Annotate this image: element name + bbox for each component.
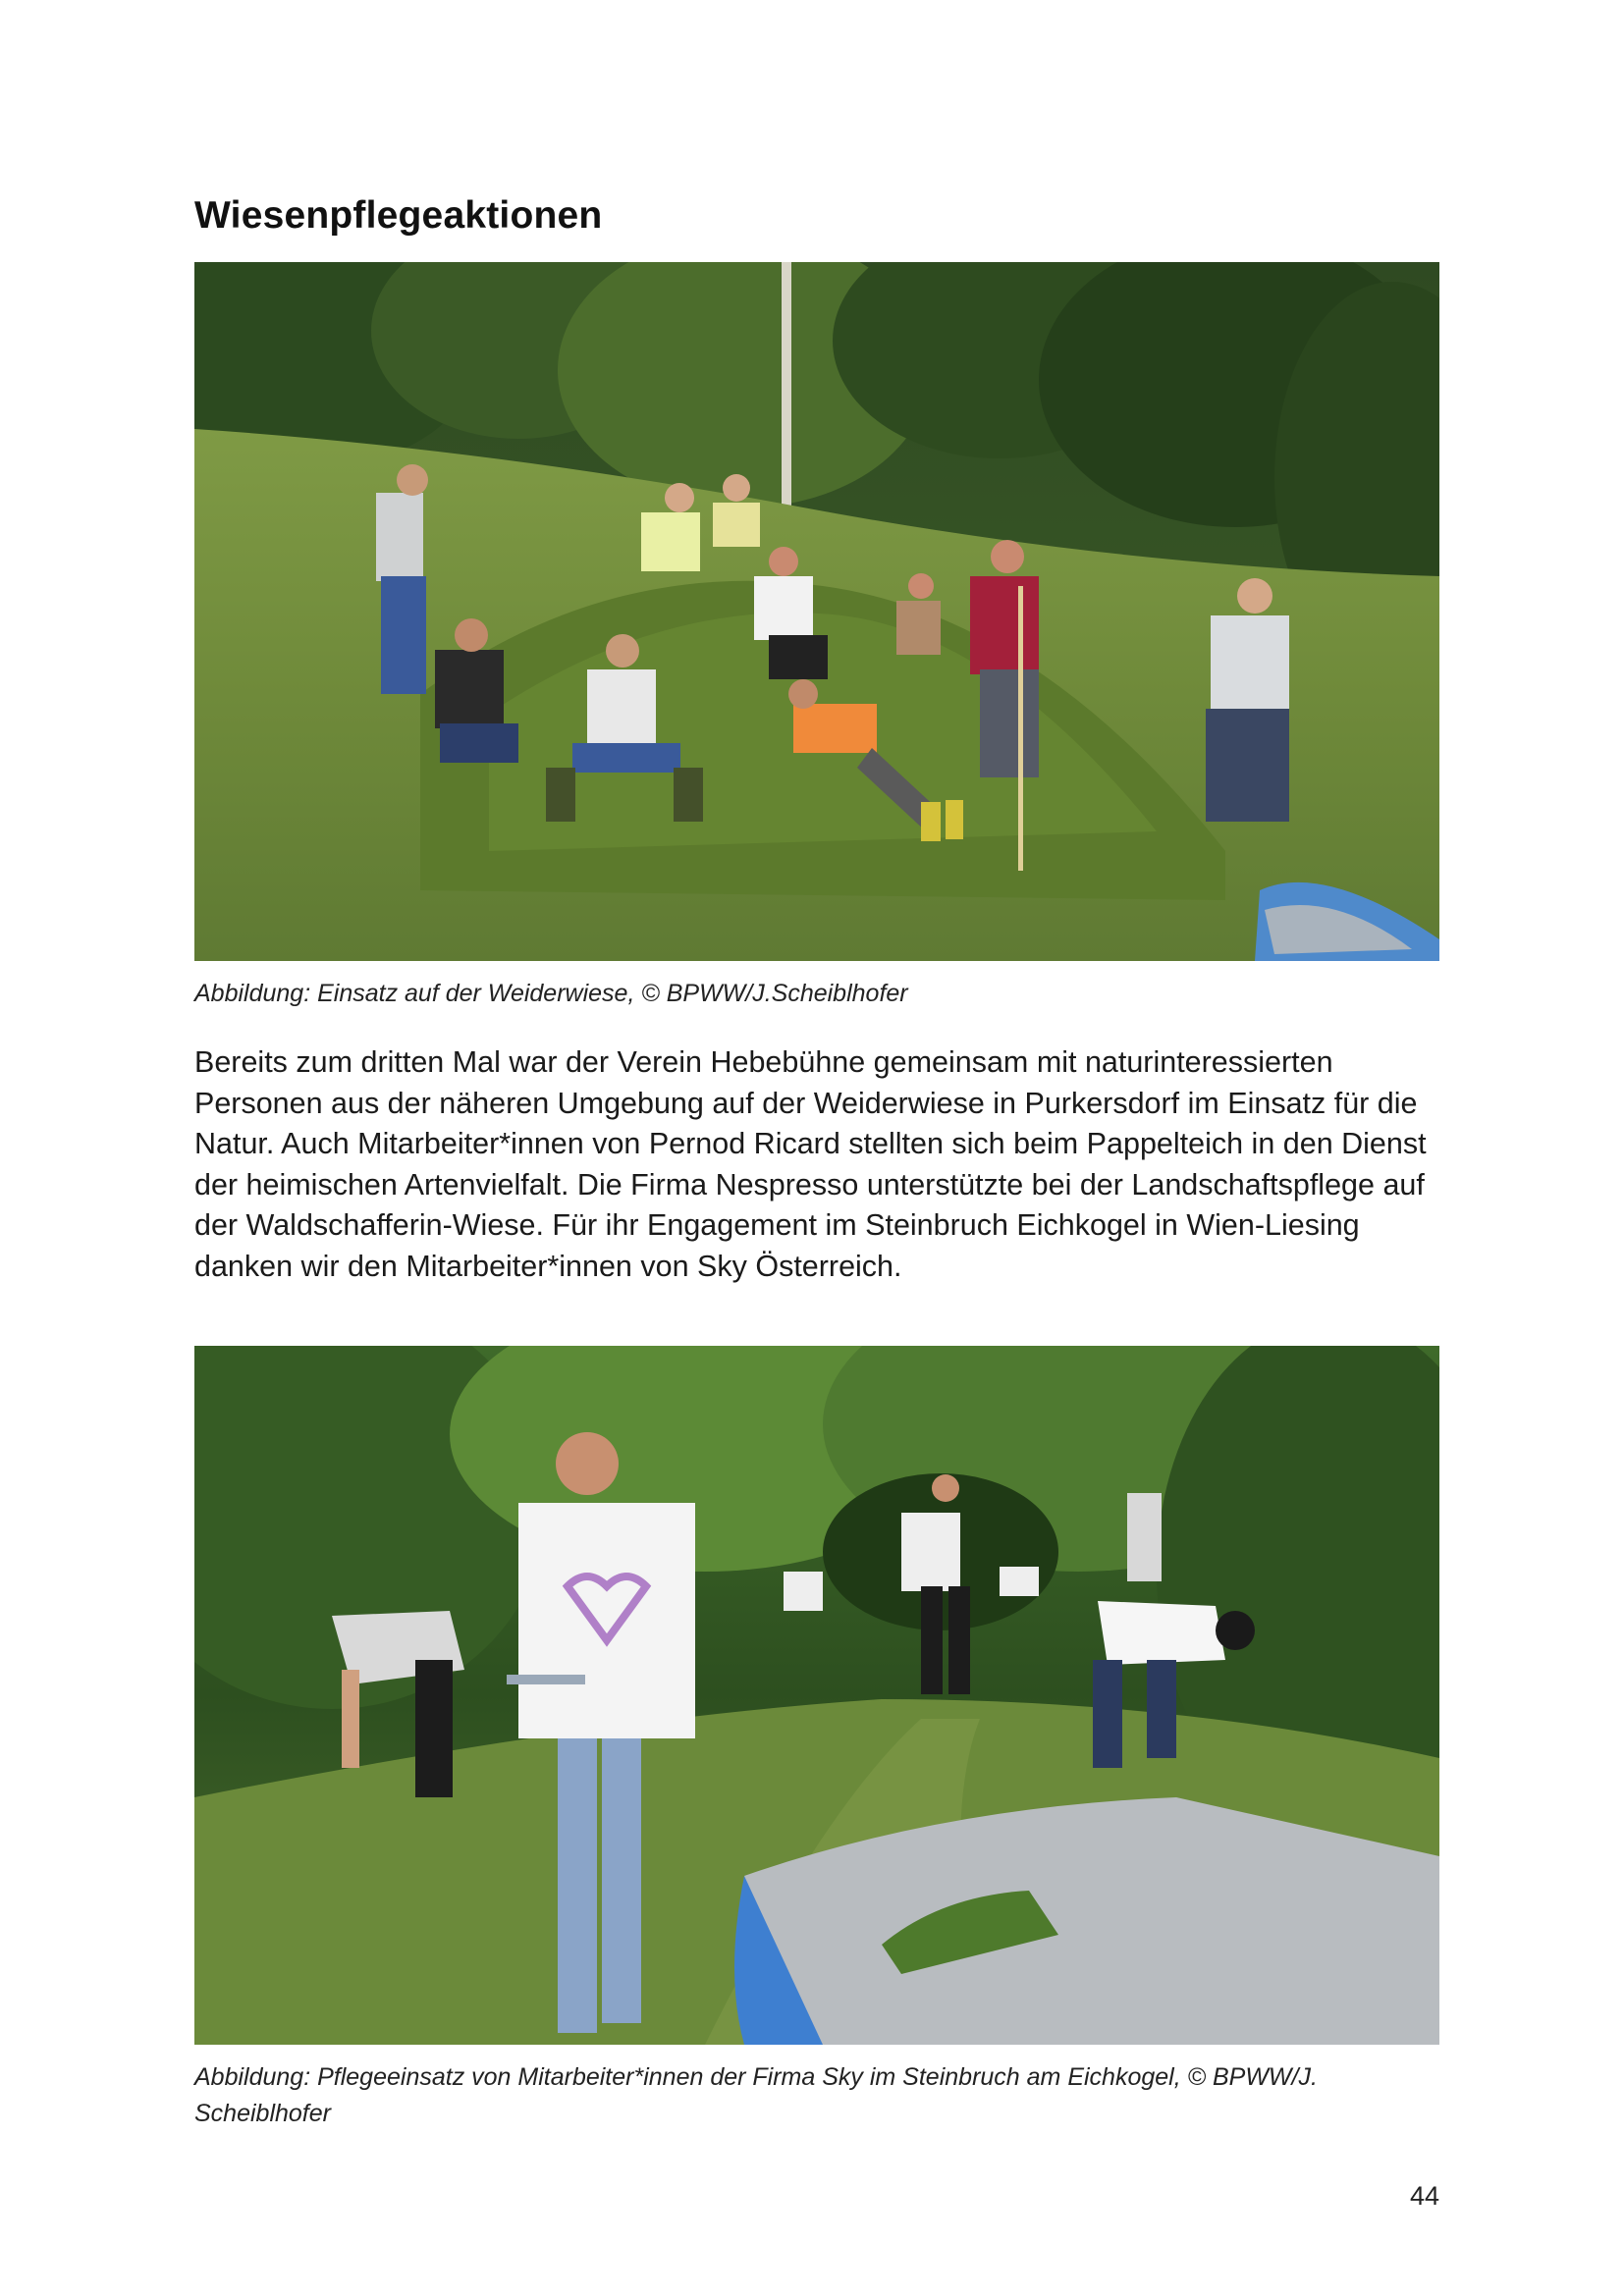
sky-volunteers-photo (194, 1346, 1439, 2045)
meadow-group-photo-drawing (194, 262, 1439, 961)
meadow-group-photo (194, 262, 1439, 961)
body-paragraph: Bereits zum dritten Mal war der Verein Hebebühne gemeinsam mit naturinteressierten Personen aus der näheren Umgebung auf der Weiderwiese in Purkersdorf im Einsatz für die Natur. Auch Mitarbeiter*innen von Pernod Ricard stellten sich beim Pappelteich in den Dienst der heimischen Artenvielfalt. Die Firma Nespresso unterstützte bei der Landschaftspflege auf der Waldschafferin-Wiese. Für ihr Engagement im Steinbruch Eichkogel in Wien-Liesing danken wir den Mitarbeiter*innen von Sky Österreich. (194, 1045, 1427, 1283)
photo-caption: Abbildung: Pflegeeinsatz von Mitarbeiter*innen der Firma Sky im Steinbruch am Eichkogel, © BPWW/J. Scheiblhofer (194, 2063, 1318, 2127)
sky-volunteers-photo-drawing (194, 1346, 1439, 2045)
photo-caption: Abbildung: Einsatz auf der Weiderwiese, © BPWW/J.Scheiblhofer (194, 980, 908, 1007)
page-number: 44 (1409, 2181, 1439, 2211)
section-heading: Wiesenpflegeaktionen (194, 194, 603, 237)
